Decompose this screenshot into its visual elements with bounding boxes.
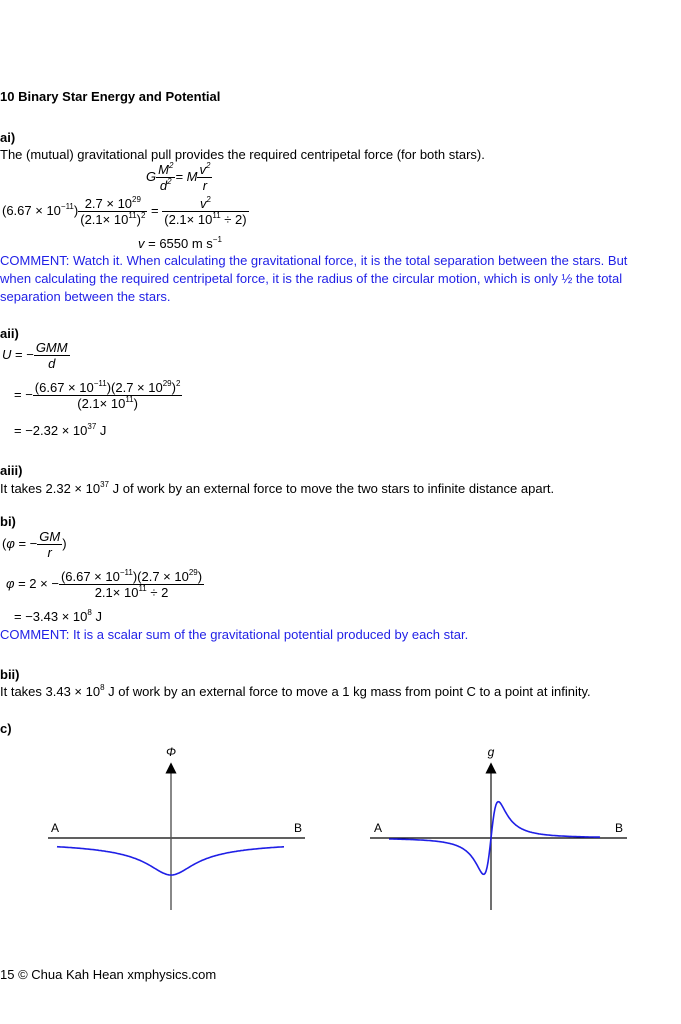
aii-equation-1 [2, 340, 70, 371]
denominator: (2.1× 10 [77, 396, 126, 411]
numerator: v [199, 196, 207, 211]
statement-text: It takes 2.32 × 10 [0, 481, 101, 496]
numerator: GM [39, 529, 61, 544]
exponent: 8 [87, 608, 92, 617]
exponent: −1 [212, 235, 222, 244]
exponent: −11 [119, 568, 133, 577]
exponent: 29 [188, 568, 198, 577]
eq-term: J [91, 609, 102, 624]
denominator: ) [133, 396, 138, 411]
exponent: 11 [212, 211, 221, 220]
label-b: B [294, 821, 303, 835]
label-b: B [615, 821, 624, 835]
exponent: 37 [100, 480, 110, 489]
eq-term: J [96, 423, 107, 438]
eq-term: = 2 × − [14, 575, 59, 591]
eq-term: ) [73, 202, 79, 218]
bi-comment: COMMENT: It is a scalar sum of the gravitational potential produced by each star. [0, 627, 469, 642]
fraction [33, 380, 183, 411]
eq-term: G [146, 168, 157, 184]
ai-equation-3 [138, 236, 222, 251]
numerator: )(2.7 × 10 [106, 380, 163, 395]
aii-equation-3 [14, 423, 106, 438]
eq-term: (6.67 × 10 [2, 202, 61, 218]
numerator: v [199, 162, 206, 177]
exponent: 2 [168, 161, 174, 170]
numerator: GMM [35, 340, 68, 355]
bii-statement [0, 684, 591, 699]
eq-term: U [2, 346, 12, 362]
fraction [34, 340, 70, 371]
denominator: d [159, 178, 168, 193]
exponent: 11 [138, 584, 147, 593]
exponent: 2 [205, 161, 211, 170]
eq-term: = [151, 202, 159, 218]
exponent: 8 [100, 683, 105, 692]
exponent: 29 [132, 195, 141, 204]
section-label-bi: bi) [0, 514, 16, 529]
numerator: ) [171, 380, 176, 395]
ai-equation-2 [2, 196, 249, 227]
bi-equation-3 [14, 609, 102, 624]
statement-text: It takes 3.43 × 10 [0, 684, 101, 699]
y-axis-label: Φ [165, 745, 177, 759]
exponent: 2 [167, 177, 172, 186]
eq-term: = − [11, 346, 34, 362]
denominator: ÷ 2 [146, 585, 169, 600]
statement-text: J of work by an external force to move the two stars to infinite distance apart. [109, 481, 555, 496]
label-a: A [51, 821, 60, 835]
section-label-bii: bii) [0, 667, 20, 682]
eq-term: = M [175, 168, 198, 184]
denominator: 2.1× 10 [94, 585, 139, 600]
page-title: 10 Binary Star Energy and Potential [0, 89, 221, 104]
eq-term: = − [14, 535, 38, 551]
eq-term: = −2.32 × 10 [14, 423, 88, 438]
eq-term: = 6550 m s [144, 236, 213, 251]
eq-term: φ [6, 535, 15, 551]
section-label-ai: ai) [0, 130, 16, 145]
exponent: 2 [175, 379, 181, 388]
ai-equation-1 [146, 162, 212, 193]
exponent: 37 [87, 422, 97, 431]
ai-statement: The (mutual) gravitational pull provides the required centripetal force (for both stars). [0, 147, 485, 162]
eq-term: = − [14, 386, 33, 402]
fraction [197, 162, 212, 193]
denominator: (2.1× 10 [80, 212, 129, 227]
potential-graph [40, 740, 310, 915]
eq-term: ( [2, 535, 7, 551]
eq-term: ) [136, 212, 141, 227]
denominator: r [47, 545, 52, 560]
bi-equation-2 [6, 569, 204, 600]
bi-equation-1 [2, 529, 67, 560]
aii-equation-2 [14, 380, 182, 411]
fraction [59, 569, 204, 600]
fraction [78, 196, 147, 227]
y-axis-label: g [487, 745, 495, 759]
exponent: 2 [140, 211, 146, 220]
fraction [162, 196, 248, 227]
fraction [156, 162, 175, 193]
exponent: 29 [162, 379, 172, 388]
exponent: 11 [128, 211, 137, 220]
section-label-aii: aii) [0, 326, 19, 341]
section-label-c: c) [0, 721, 12, 736]
numerator: (6.67 × 10 [34, 380, 94, 395]
numerator: 2.7 × 10 [84, 196, 133, 211]
eq-term: φ [6, 575, 15, 591]
eq-term: ÷ 2) [220, 212, 247, 227]
label-a: A [374, 821, 383, 835]
numerator: M [158, 162, 169, 177]
aiii-statement [0, 481, 554, 496]
eq-term: = −3.43 × 10 [14, 609, 88, 624]
numerator: ) [197, 569, 203, 584]
ai-comment: COMMENT: Watch it. When calculating the gravitational force, it is the total separation between the stars. But when calculating the required centripetal force, it is the radius of the circular motion, which is only ½ the total separation between the stars. [0, 253, 628, 304]
exponent: −11 [93, 379, 107, 388]
numerator: )(2.7 × 10 [132, 569, 189, 584]
exponent: 2 [206, 195, 211, 204]
statement-text: J of work by an external force to move a 1 kg mass from point C to a point at infinity. [104, 684, 591, 699]
denominator: (2.1× 10 [164, 212, 213, 227]
field-graph [365, 740, 635, 915]
exponent: 11 [125, 395, 134, 404]
numerator: (6.67 × 10 [60, 569, 120, 584]
denominator: d [48, 356, 56, 371]
eq-term: v [138, 236, 145, 251]
footer: 15 © Chua Kah Hean xmphysics.com [0, 967, 217, 982]
eq-term: ) [62, 535, 67, 551]
exponent: −11 [60, 201, 74, 211]
fraction [37, 529, 62, 560]
section-label-aiii: aiii) [0, 463, 23, 478]
denominator: r [202, 178, 208, 193]
